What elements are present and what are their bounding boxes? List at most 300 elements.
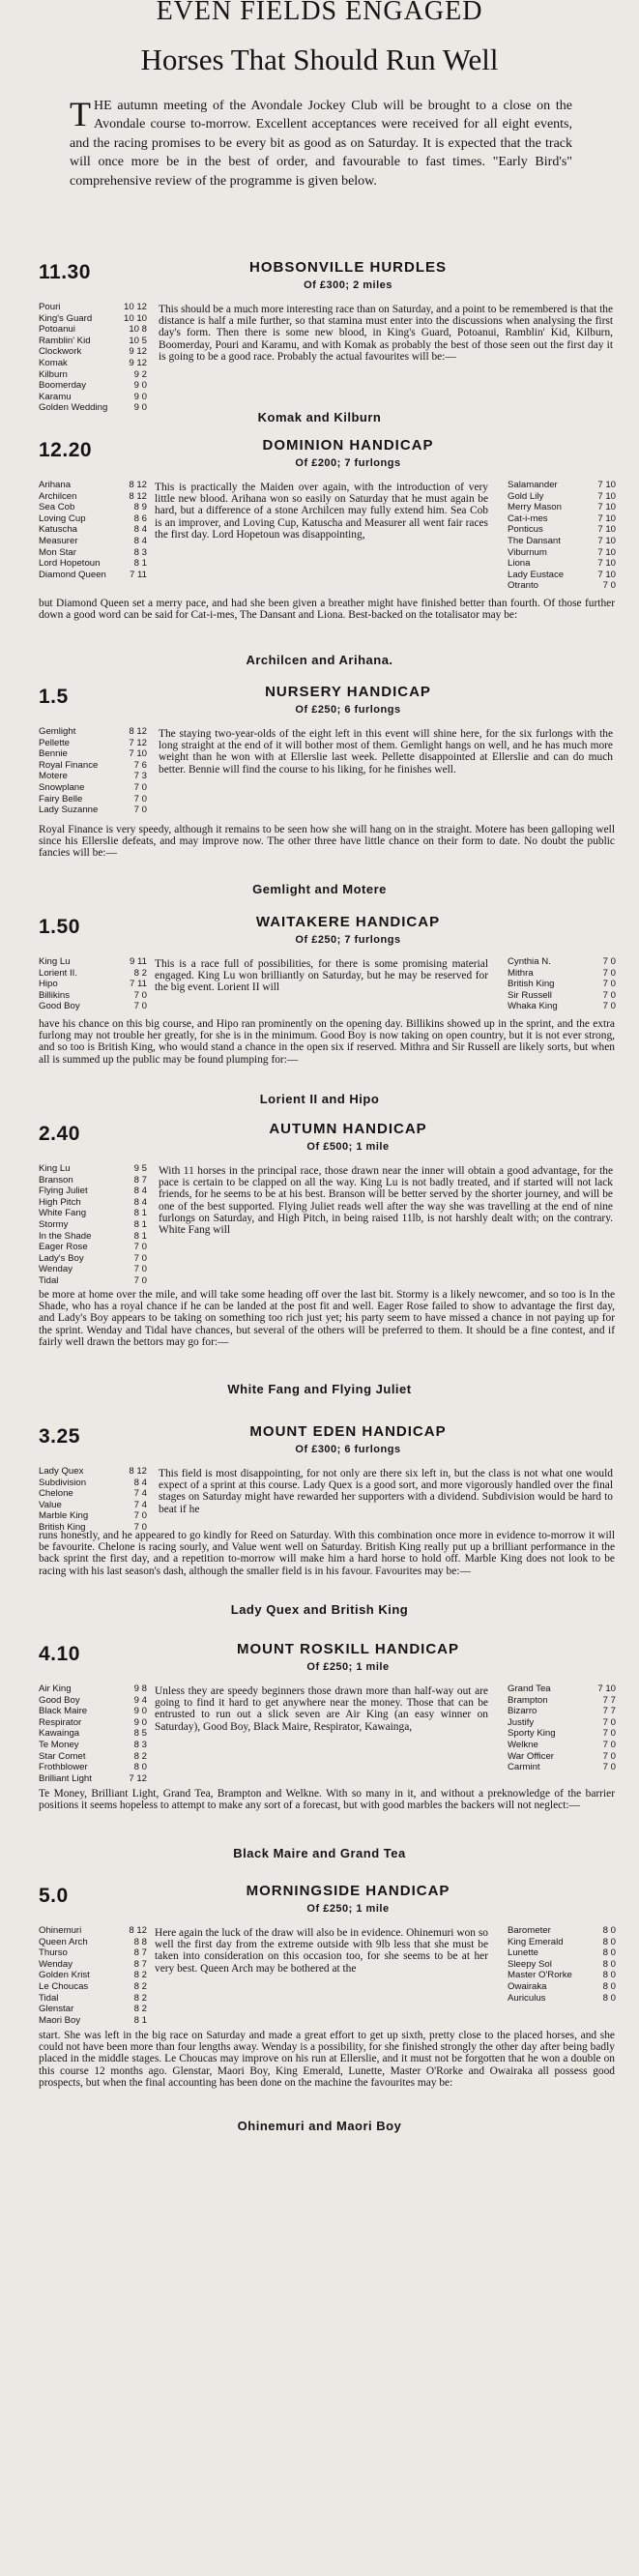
runner-entry [39, 480, 147, 491]
runner-name: King Lu [39, 1163, 71, 1174]
runner-entry [39, 1186, 147, 1197]
runner-name: Salamander [508, 480, 558, 490]
runner-name: Subdivision [39, 1477, 87, 1488]
runner-name: Lord Hopetoun [39, 558, 101, 570]
race-title: AUTUMN HANDICAP [269, 1121, 427, 1137]
race-time: 11.30 [39, 261, 91, 283]
runner-weight: 9 12 [129, 346, 147, 358]
runner-weight: 7 3 [133, 771, 147, 782]
race-commentary: This field is most disappointing, for not only are there six left in, but the class is not what one would expect of a sprint at this course. Lady Quex is a good sort, and more vigorously handled over the final stages on Saturday might have rewarded her supporters with a dividend. Subdivision would be hard to beat if he [159, 1468, 613, 1515]
race-pick: White Fang and Flying Juliet [227, 1382, 412, 1396]
runner-entry [508, 1751, 616, 1763]
runner-entry [39, 782, 147, 794]
runner-weight: 7 0 [133, 793, 147, 805]
runner-entry [39, 968, 147, 980]
runner-entry [39, 1925, 147, 1937]
runner-name: Lorient II. [39, 967, 77, 979]
runner-weight: 10 8 [129, 324, 147, 336]
runner-name: Billikins [39, 989, 70, 1001]
runner-entry [508, 1762, 616, 1773]
runner-weight: 9 5 [133, 1163, 147, 1174]
runners-right [508, 1925, 616, 2004]
race-pick: Black Maire and Grand Tea [233, 1846, 406, 1860]
race-commentary: This is a race full of possibilities, for there is some promising material engaged. King Lu won brilliantly on Saturday, but he may be reserved for the big event. Lorient II will [155, 958, 488, 994]
runner-entry [39, 1740, 147, 1751]
intro-paragraph [70, 97, 572, 190]
runner-weight: 10 10 [123, 312, 147, 324]
race-pick: Archilcen and Arihana. [246, 653, 393, 667]
runner-name: White Fang [39, 1208, 87, 1219]
runner-weight: 7 10 [597, 512, 616, 524]
runner-weight: 7 10 [597, 524, 616, 536]
runner-name: King's Guard [39, 312, 93, 324]
runner-weight: 7 0 [602, 1716, 616, 1728]
runner-weight: 8 7 [133, 1947, 147, 1959]
runner-name: Snowplane [39, 781, 85, 793]
runner-weight: 7 10 [597, 558, 616, 570]
runner-entry [39, 336, 147, 347]
runner-name: War Officer [508, 1750, 554, 1762]
runner-weight: 7 0 [602, 956, 616, 967]
runner-entry [39, 302, 147, 313]
runner-weight: 8 0 [133, 1762, 147, 1773]
race-commentary-continued: start. She was left in the big race on Saturday and made a great effort to get up sixth, pretty close to the placed horses, and she could not have been more than four lengths away. Wenday is a possibility, for she finished strongly the other day after being badly placed in the middle stages. Le Choucas may improve on his run at Ellerslie, and it must not be forgotten that he won a double on this course 12 months ago. Glenstar, Maori Boy, King Emerald, Lunette, Master O'Rorke and Owairaka all possess good prospects, but when the final accounting has been done on the machine the favourites may be: [39, 2030, 615, 2089]
runner-name: Gold Lily [508, 490, 544, 502]
runner-weight: 9 4 [133, 1694, 147, 1706]
runner-weight: 8 5 [133, 1728, 147, 1740]
runner-name: Te Money [39, 1739, 79, 1750]
runner-weight: 7 0 [133, 989, 147, 1001]
runner-name: Karamu [39, 391, 72, 402]
runner-name: Wenday [39, 1264, 73, 1275]
runner-entry [508, 1683, 616, 1695]
race-commentary-continued: Royal Finance is very speedy, although it remains to be seen how she will hang on in the straight. Motere has been galloping well since his Ellerslie defeats, and may improve now. The other three have little chance on their form to date. No doubt the public fancies will be:— [39, 824, 615, 860]
runner-weight: 9 0 [133, 380, 147, 392]
runner-weight: 8 2 [133, 1970, 147, 1981]
runner-weight: 8 0 [602, 1992, 616, 2004]
runner-weight: 9 0 [133, 1706, 147, 1717]
runners-left [39, 1466, 147, 1534]
runner-name: Komak [39, 357, 68, 368]
runner-entry [39, 726, 147, 738]
runner-weight: 8 9 [133, 502, 147, 513]
runner-entry [39, 346, 147, 358]
race-stake: Of £250; 7 furlongs [295, 934, 401, 946]
runner-entry [508, 1728, 616, 1740]
runner-name: Katuscha [39, 524, 78, 536]
runner-weight: 8 8 [133, 1936, 147, 1947]
runner-name: Lady Quex [39, 1466, 84, 1477]
runner-entry [39, 369, 147, 381]
runner-weight: 8 3 [133, 546, 147, 558]
runner-weight: 8 4 [133, 524, 147, 536]
runner-weight: 9 0 [133, 391, 147, 402]
race-title: NURSERY HANDICAP [265, 684, 431, 700]
runner-name: Pouri [39, 302, 61, 312]
runner-entry [39, 2015, 147, 2027]
runner-weight: 10 12 [123, 302, 147, 312]
runner-name: Carmint [508, 1762, 540, 1773]
runner-name: High Pitch [39, 1196, 81, 1208]
runner-name: Frothblower [39, 1762, 88, 1773]
runner-entry [39, 1751, 147, 1763]
runner-weight: 7 0 [133, 1521, 147, 1533]
runner-name: Ohinemuri [39, 1925, 82, 1936]
runner-entry [39, 738, 147, 749]
runner-weight: 7 0 [602, 1001, 616, 1012]
runner-name: Mon Star [39, 546, 76, 558]
runner-weight: 8 0 [602, 1980, 616, 1992]
race-time: 5.0 [39, 1885, 69, 1907]
runner-name: Marble King [39, 1510, 89, 1522]
runner-weight: 7 0 [602, 967, 616, 979]
runner-name: Whaka King [508, 1001, 558, 1012]
runner-entry [39, 313, 147, 325]
runner-name: Kawainga [39, 1728, 80, 1740]
runner-name: Measurer [39, 535, 78, 546]
runner-weight: 7 6 [133, 759, 147, 771]
runner-name: Hipo [39, 979, 58, 990]
runner-weight: 7 0 [602, 1728, 616, 1740]
runners-left [39, 726, 147, 816]
runner-entry [39, 748, 147, 760]
runner-entry [39, 760, 147, 772]
runner-weight: 8 0 [602, 1958, 616, 1970]
runner-entry [39, 380, 147, 392]
runner-weight: 10 5 [129, 335, 147, 346]
runner-name: Respirator [39, 1716, 82, 1728]
runner-name: Eager Rose [39, 1242, 88, 1253]
runner-name: Sleepy Sol [508, 1958, 552, 1970]
race-time: 2.40 [39, 1123, 80, 1145]
runner-entry [39, 558, 147, 570]
runner-name: Auriculus [508, 1992, 546, 2004]
runner-name: Viburnum [508, 546, 547, 558]
runner-entry [39, 1728, 147, 1740]
runner-weight: 8 0 [602, 1970, 616, 1981]
race-pick: Ohinemuri and Maori Boy [237, 2119, 402, 2133]
runner-entry [508, 968, 616, 980]
race-pick: Komak and Kilburn [257, 410, 382, 424]
runner-entry [508, 1740, 616, 1751]
runner-entry [508, 558, 616, 570]
race-commentary: This is practically the Maiden over again, with the introduction of very little new blood. Arihana won so easily on Saturday that he must again be hard, but a difference of a stone Archilcen may fully extend him. Sea Cob is an improver, and Loving Cup, Katuscha and Measurer all went fair races the first day. Lord Hopetoun was disappointing, [155, 482, 488, 541]
race-commentary-continued: runs honestly, and he appeared to go kindly for Reed on Saturday. With this combination once more in evidence to-morrow it will be favourite. Chelone is racing sourly, and Value went well on Saturday. British King really put up a brilliant performance in the back sprint the first day, and a repetition to-morrow will make him a hard horse to hold off. Marble King does not look to be racing with his last season's dash, although the smaller field is in his favour. Favourites may be:— [39, 1530, 615, 1577]
race-time: 12.20 [39, 439, 93, 461]
runner-entry [508, 491, 616, 503]
runner-name: Golden Wedding [39, 402, 108, 414]
runners-right [508, 480, 616, 592]
race-commentary: Unless they are speedy beginners those drawn more than half-way out are going to find it hard to get anywhere near the money. Those that can be entrusted to run out a slick seven are Air King (an easy winner on Saturday), Good Boy, Black Maire, Respirator, Kawainga, [155, 1685, 488, 1733]
runner-entry [39, 1773, 147, 1785]
runner-weight: 7 0 [133, 781, 147, 793]
runner-entry [39, 1947, 147, 1959]
runners-left [39, 1683, 147, 1784]
race-time: 1.5 [39, 686, 69, 708]
runner-name: Black Maire [39, 1706, 88, 1717]
runner-entry [39, 1466, 147, 1478]
runner-weight: 7 10 [597, 502, 616, 513]
runner-entry [39, 570, 147, 581]
runner-name: Glenstar [39, 2004, 74, 2015]
runner-entry [39, 324, 147, 336]
runner-weight: 7 10 [597, 1683, 616, 1694]
runner-entry [508, 502, 616, 513]
runner-weight: 8 12 [129, 1466, 147, 1477]
race-commentary-continued: but Diamond Queen set a merry pace, and had she been given a breather might have finished better than fourth. Of those further down a good word can be said for Cat-i-mes, The Dansant and Liona. Best-backed on the totalisator may be: [39, 598, 615, 622]
runner-name: Justify [508, 1716, 535, 1728]
runner-entry [39, 392, 147, 403]
runner-name: Flying Juliet [39, 1186, 88, 1197]
runner-weight: 7 7 [602, 1694, 616, 1706]
runner-weight: 8 1 [133, 1230, 147, 1242]
runner-entry [508, 1970, 616, 1981]
runner-name: Lady Suzanne [39, 805, 99, 816]
runner-name: British King [39, 1521, 86, 1533]
runner-name: Wenday [39, 1958, 73, 1970]
runner-name: Mithra [508, 967, 534, 979]
runner-entry [39, 1959, 147, 1971]
runner-entry [39, 1242, 147, 1253]
runner-entry [508, 1001, 616, 1012]
runner-name: Cynthia N. [508, 956, 551, 967]
intro-text: HE autumn meeting of the Avondale Jockey Club will be brought to a close on the Avondale course to-morrow. Excellent acceptances were received for all eight events, and the racing promises to be every bit as good as on Saturday. It is expected that the track will once more be in the best of order, and favourable to fast times. "Early Bird's" comprehensive review of the programme is given below. [70, 99, 572, 189]
runner-entry [39, 771, 147, 782]
runner-name: King Lu [39, 956, 71, 967]
runner-entry [508, 480, 616, 491]
runner-entry [39, 513, 147, 525]
runner-weight: 7 4 [133, 1488, 147, 1500]
runner-entry [39, 547, 147, 559]
runner-name: Pellette [39, 737, 70, 748]
race-commentary: This should be a much more interesting race than on Saturday, and a point to be remembered is that the distance is half a mile further, so that stamina must enter into the discussions when analysing the first day's form. Then there is some new blood, in King's Guard, Potoanui, Ramblin' Kid, Kilburn, Boomerday, Pouri and Karamu, and with Komak as probably the best of those seen out the first day it is going to be a good race. Probably the actual favourites will be:— [159, 304, 613, 363]
runner-entry [39, 1478, 147, 1489]
runner-weight: 8 12 [129, 490, 147, 502]
runner-name: Archilcen [39, 490, 77, 502]
runner-name: Tidal [39, 1992, 59, 2004]
runner-name: Clockwork [39, 346, 82, 358]
runner-weight: 7 10 [597, 490, 616, 502]
runner-weight: 7 10 [129, 748, 147, 760]
runners-left [39, 302, 147, 414]
race-time: 1.50 [39, 916, 80, 938]
runner-weight: 8 2 [133, 2004, 147, 2015]
runner-weight: 8 2 [133, 1992, 147, 2004]
runner-entry [508, 1717, 616, 1729]
runner-name: Diamond Queen [39, 569, 106, 580]
runner-entry [39, 1717, 147, 1729]
runner-name: Brilliant Light [39, 1772, 92, 1784]
runner-name: Lady Eustace [508, 569, 565, 580]
runners-left [39, 1925, 147, 2026]
runner-name: Star Comet [39, 1750, 86, 1762]
runner-entry [39, 1253, 147, 1265]
runner-entry [39, 1970, 147, 1981]
race-title: DOMINION HANDICAP [262, 437, 434, 454]
runner-weight: 7 0 [133, 1252, 147, 1264]
runner-entry [39, 805, 147, 816]
runner-weight: 7 10 [597, 569, 616, 580]
runner-entry [39, 979, 147, 990]
runner-name: Tidal [39, 1274, 59, 1286]
runner-weight: 7 0 [602, 989, 616, 1001]
runner-weight: 8 6 [133, 512, 147, 524]
runner-entry [39, 1981, 147, 1993]
runner-entry [39, 794, 147, 805]
runner-entry [508, 513, 616, 525]
runner-weight: 7 0 [602, 1762, 616, 1773]
runner-name: Kilburn [39, 368, 68, 380]
runner-name: Le Choucas [39, 1980, 89, 1992]
runner-entry [508, 1947, 616, 1959]
race-stake: Of £250; 6 furlongs [295, 704, 401, 716]
runner-entry [508, 1706, 616, 1717]
runner-entry [39, 1001, 147, 1012]
race-title: MOUNT EDEN HANDICAP [249, 1423, 447, 1440]
runner-name: Thurso [39, 1947, 68, 1959]
runner-entry [508, 990, 616, 1002]
runner-name: Barometer [508, 1925, 551, 1936]
runners-right [508, 956, 616, 1012]
runner-entry [39, 502, 147, 513]
runner-entry [508, 536, 616, 547]
runner-weight: 7 0 [133, 805, 147, 816]
runner-entry [39, 524, 147, 536]
runner-name: Golden Krist [39, 1970, 90, 1981]
runner-name: Sir Russell [508, 989, 552, 1001]
runner-entry [508, 956, 616, 968]
runner-weight: 8 12 [129, 1925, 147, 1936]
runner-entry [39, 1197, 147, 1209]
runner-entry [39, 491, 147, 503]
runner-name: Grand Tea [508, 1683, 551, 1694]
runner-name: Fairy Belle [39, 793, 83, 805]
runner-entry [39, 1500, 147, 1511]
runner-weight: 7 10 [597, 546, 616, 558]
banner-headline: EVEN FIELDS ENGAGED [156, 0, 483, 25]
runner-name: Bizarro [508, 1706, 537, 1717]
runner-entry [508, 1925, 616, 1937]
runner-entry [39, 1762, 147, 1773]
race-title: MOUNT ROSKILL HANDICAP [236, 1641, 460, 1657]
race-commentary: The staying two-year-olds of the eight left in this event will shine here, for the six furlongs with the long straight at the end of it will bother most of them. Gemlight hangs on well, and he has much more weight than he won with at Ellerslie last week. Pellette disappointed at Ellerslie and can do much better. Bennie will find the course to his liking, for he finishes well. [159, 728, 613, 776]
runner-name: Air King [39, 1683, 72, 1694]
race-stake: Of £250; 1 mile [306, 1903, 390, 1915]
runner-entry [39, 1706, 147, 1717]
runner-name: Ramblin' Kid [39, 335, 91, 346]
runners-left [39, 956, 147, 1012]
runners-left [39, 480, 147, 580]
runner-weight: 7 12 [129, 1772, 147, 1784]
runner-entry [39, 1993, 147, 2005]
runner-entry [39, 956, 147, 968]
runner-name: In the Shade [39, 1230, 92, 1242]
runner-weight: 7 0 [133, 1510, 147, 1522]
runner-name: Branson [39, 1174, 73, 1186]
runner-entry [508, 570, 616, 581]
runner-weight: 7 0 [602, 1739, 616, 1750]
runner-entry [39, 990, 147, 1002]
runner-entry [39, 1163, 147, 1175]
runner-name: Good Boy [39, 1001, 80, 1012]
runner-weight: 8 0 [602, 1936, 616, 1947]
runner-name: The Dansant [508, 535, 561, 546]
runner-name: British King [508, 979, 555, 990]
runner-name: Cat-i-mes [508, 512, 548, 524]
page-title: Horses That Should Run Well [140, 43, 499, 76]
runner-weight: 7 4 [133, 1499, 147, 1510]
runner-name: King Emerald [508, 1936, 564, 1947]
race-pick: Lady Quex and British King [230, 1602, 409, 1617]
race-commentary-continued: Te Money, Brilliant Light, Grand Tea, Brampton and Welkne. With so many in it, and without a preknowledge of the barrier positions it seems hopeless to attempt to make any sort of a forecast, but with good marbles the backers will not neglect:— [39, 1788, 615, 1812]
runner-name: Motere [39, 771, 68, 782]
runner-weight: 8 3 [133, 1739, 147, 1750]
runner-name: Bennie [39, 748, 68, 760]
runner-weight: 8 7 [133, 1174, 147, 1186]
runner-entry [39, 536, 147, 547]
runner-weight: 9 12 [129, 357, 147, 368]
runner-weight: 7 0 [133, 1001, 147, 1012]
runner-weight: 8 4 [133, 1477, 147, 1488]
runner-name: Ponticus [508, 524, 543, 536]
runner-name: Stormy [39, 1218, 69, 1230]
runner-weight: 7 11 [130, 569, 147, 580]
runner-weight: 8 2 [133, 1750, 147, 1762]
race-stake: Of £250; 1 mile [306, 1661, 390, 1673]
runner-entry [508, 1993, 616, 2005]
race-stake: Of £300; 6 furlongs [295, 1444, 401, 1455]
runner-name: Arihana [39, 480, 72, 490]
runner-weight: 7 0 [133, 1242, 147, 1253]
race-stake: Of £300; 2 miles [304, 279, 392, 291]
runner-weight: 8 4 [133, 1186, 147, 1197]
race-pick: Lorient II and Hipo [259, 1092, 380, 1106]
runner-name: Lunette [508, 1947, 539, 1959]
race-commentary: With 11 horses in the principal race, those drawn near the inner will obtain a good advantage, for the pace is certain to be clapped on all the way. King Lu is not badly treated, and if started will not lack friends, for he seems to be at his best. Branson will be better served by the shorter journey, and will be one of the best supported. Flying Juliet reads well after the way she was travelling at the end of nine furlongs on Saturday, and High Pitch, in being raised 11lb, is not harshly dealt with; on the contrary. White Fang will [159, 1165, 613, 1237]
runner-weight: 9 0 [133, 402, 147, 414]
runner-name: Gemlight [39, 726, 76, 737]
runner-weight: 8 0 [602, 1925, 616, 1936]
runner-weight: 7 11 [130, 979, 147, 990]
runner-weight: 8 2 [133, 1980, 147, 1992]
runner-entry [508, 547, 616, 559]
runner-weight: 7 10 [597, 535, 616, 546]
race-pick: Gemlight and Motere [252, 882, 387, 896]
runner-name: Sporty King [508, 1728, 556, 1740]
runner-name: Queen Arch [39, 1936, 88, 1947]
runner-entry [39, 1231, 147, 1243]
runner-name: Lady's Boy [39, 1252, 84, 1264]
race-time: 3.25 [39, 1425, 80, 1448]
runner-name: Merry Mason [508, 502, 562, 513]
runner-name: Owairaka [508, 1980, 547, 1992]
race-commentary-continued: be more at home over the mile, and will take some heading off over the last bit. Stormy is a likely newcomer, and so too is In the Shade, who has a royal chance if he can be landed at the post fit and well. Eager Rose failed to show to advantage the first day, and Lady's Boy appears to be taking on something too rich just yet; his party seem to have missed a chance in not paying up for the sprint. Wenday and Tidal have chances, but several of the others will be preferred to them. It should be a fine contest, and if fairly well drawn the bettors may go for:— [39, 1289, 615, 1348]
race-stake: Of £500; 1 mile [306, 1141, 390, 1153]
runner-name: Chelone [39, 1488, 73, 1500]
runner-weight: 9 11 [130, 956, 147, 967]
runner-name: Boomerday [39, 380, 87, 392]
runner-weight: 7 0 [602, 979, 616, 990]
runners-left [39, 1163, 147, 1287]
runner-entry [39, 1175, 147, 1186]
runner-weight: 9 2 [133, 368, 147, 380]
runner-weight: 7 0 [602, 1750, 616, 1762]
runner-name: Sea Cob [39, 502, 75, 513]
race-title: HOBSONVILLE HURDLES [248, 259, 447, 276]
runner-weight: 7 0 [133, 1264, 147, 1275]
runner-entry [39, 1488, 147, 1500]
runner-entry [39, 1695, 147, 1707]
